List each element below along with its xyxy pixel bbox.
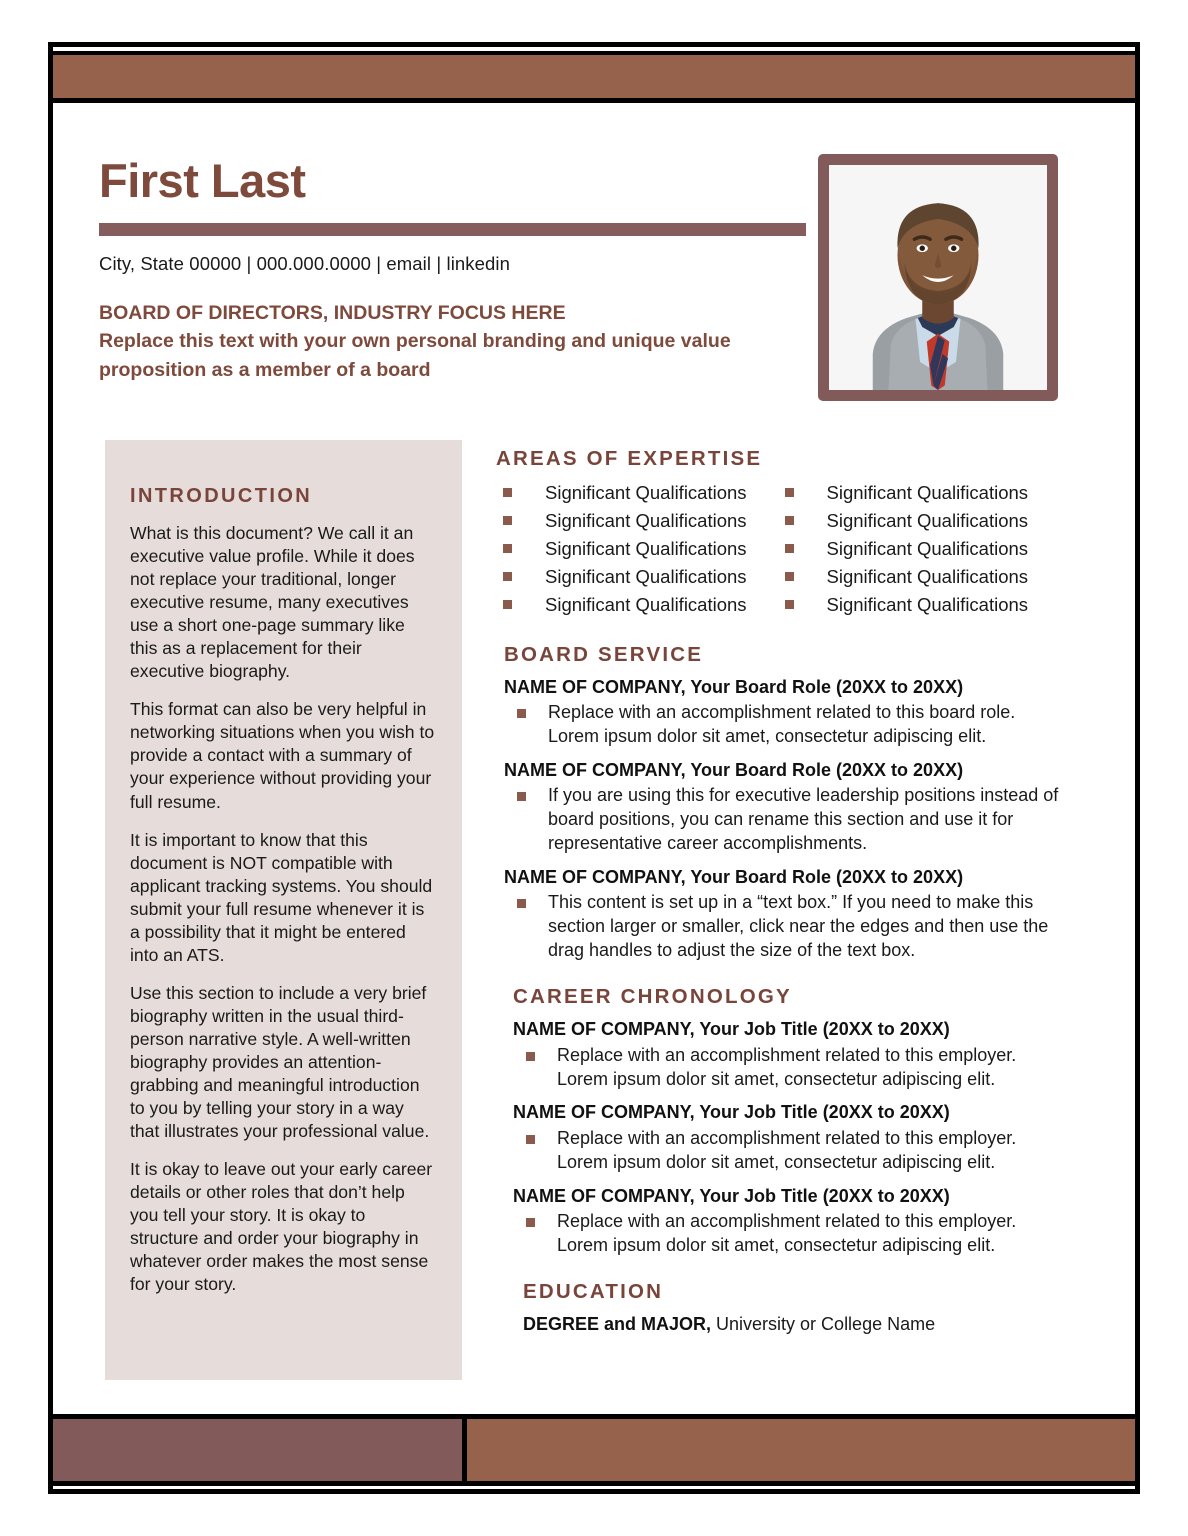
list-item bbox=[785, 565, 1067, 589]
areas-of-expertise-heading: AREAS OF EXPERTISE bbox=[496, 447, 763, 470]
square-bullet-icon bbox=[503, 488, 512, 497]
square-bullet-icon bbox=[785, 600, 794, 609]
expertise-label: Significant Qualifications bbox=[545, 482, 747, 503]
square-bullet-icon bbox=[785, 516, 794, 525]
personal-branding-block bbox=[99, 299, 799, 384]
list-item bbox=[503, 565, 785, 589]
list-item bbox=[517, 701, 1066, 749]
expertise-label: Significant Qualifications bbox=[545, 565, 747, 587]
entry-description: If you are using this for executive leadership positions instead of board positions, you can rename this section and use it for representative career accomplishments. bbox=[548, 785, 1059, 854]
entry-description: Replace with an accomplishment related to this board role. Lorem ipsum dolor sit amet, consectetur adipiscing elit. bbox=[548, 701, 1016, 746]
list-item bbox=[785, 593, 1067, 617]
contact-line: City, State 00000 | 000.000.0000 | email | linkedin bbox=[99, 253, 511, 274]
bottom-banner-left-segment bbox=[53, 1419, 467, 1481]
list-item bbox=[526, 1127, 1066, 1175]
expertise-label: Significant Qualifications bbox=[826, 565, 1029, 587]
entry-title: NAME OF COMPANY, Your Job Title (20XX to 20XX) bbox=[513, 1185, 950, 1206]
expertise-column-right bbox=[785, 481, 1067, 621]
career-chronology-heading: CAREER CHRONOLOGY bbox=[513, 985, 792, 1009]
square-bullet-icon bbox=[785, 544, 794, 553]
square-bullet-icon bbox=[785, 488, 794, 497]
bottom-banner-right-segment bbox=[467, 1419, 1135, 1481]
introduction-paragraph: It is important to know that this document is NOT compatible with applicant tracking systems. You should submit your full resume whenever it is a possibility that it might be entered into an ATS. bbox=[130, 829, 433, 965]
square-bullet-icon bbox=[503, 544, 512, 553]
expertise-column-left bbox=[503, 481, 785, 621]
bottom-banner bbox=[53, 1414, 1135, 1486]
introduction-paragraph: What is this document? We call it an executive value profile. While it does not replace your traditional, longer executive resume, many executives use a short one-page summary like this as a replacement for their executive biography. bbox=[130, 523, 415, 682]
introduction-heading: INTRODUCTION bbox=[130, 485, 313, 507]
education-heading: EDUCATION bbox=[523, 1280, 664, 1303]
expertise-label: Significant Qualifications bbox=[826, 509, 1029, 531]
square-bullet-icon bbox=[526, 1135, 535, 1144]
board-service-entry bbox=[504, 759, 1066, 856]
list-item bbox=[785, 509, 1067, 533]
entry-title: NAME OF COMPANY, Your Job Title (20XX to 20XX) bbox=[513, 1019, 950, 1040]
square-bullet-icon bbox=[517, 709, 526, 718]
expertise-label: Significant Qualifications bbox=[826, 593, 1029, 615]
square-bullet-icon bbox=[503, 572, 512, 581]
list-item bbox=[785, 481, 1067, 505]
square-bullet-icon bbox=[517, 792, 526, 801]
person-portrait-icon bbox=[829, 165, 1047, 390]
introduction-paragraph: Use this section to include a very brief biography written in the usual third-person narrative style. A well-written biography provides an attention-grabbing and meaningful introduction to you by telling your story in a way that illustrates your professional value. bbox=[130, 982, 430, 1142]
square-bullet-icon bbox=[503, 600, 512, 609]
expertise-label: Significant Qualifications bbox=[826, 482, 1029, 503]
introduction-paragraph: It is okay to leave out your early career details or other roles that don’t help you tell your story. It is okay to structure and order your biography in whatever order makes the most sense for your story. bbox=[130, 1159, 433, 1295]
list-item bbox=[517, 891, 1066, 963]
introduction-sidebar bbox=[105, 440, 462, 1380]
square-bullet-icon bbox=[526, 1052, 535, 1061]
list-item bbox=[526, 1044, 1066, 1092]
headshot-photo bbox=[829, 165, 1047, 390]
entry-title: NAME OF COMPANY, Your Board Role (20XX to 20XX) bbox=[504, 759, 964, 780]
branding-statement: Replace this text with your own personal branding and unique value proposition as a member of a board bbox=[99, 330, 731, 381]
square-bullet-icon bbox=[503, 516, 512, 525]
introduction-paragraph: This format can also be very helpful in networking situations when you wish to provide a contact with a summary of your experience without providing your full resume. bbox=[130, 699, 435, 812]
list-item bbox=[503, 537, 785, 561]
square-bullet-icon bbox=[526, 1218, 535, 1227]
square-bullet-icon bbox=[785, 572, 794, 581]
career-entry bbox=[513, 1101, 1066, 1174]
list-item bbox=[503, 481, 785, 505]
entry-title: NAME OF COMPANY, Your Job Title (20XX to 20XX) bbox=[513, 1102, 950, 1123]
list-item bbox=[526, 1210, 1066, 1258]
board-service-list bbox=[496, 676, 1066, 964]
list-item bbox=[785, 537, 1067, 561]
branding-title: BOARD OF DIRECTORS, INDUSTRY FOCUS HERE bbox=[99, 302, 566, 324]
education-entry bbox=[523, 1313, 1066, 1336]
top-banner bbox=[53, 51, 1135, 103]
entry-title: NAME OF COMPANY, Your Board Role (20XX to 20XX) bbox=[504, 676, 964, 697]
entry-title: NAME OF COMPANY, Your Board Role (20XX to 20XX) bbox=[504, 867, 964, 887]
expertise-label: Significant Qualifications bbox=[545, 509, 747, 531]
career-entry bbox=[513, 1018, 1066, 1091]
expertise-label: Significant Qualifications bbox=[545, 537, 747, 559]
board-service-entry bbox=[504, 676, 1066, 749]
page-title: First Last bbox=[99, 154, 306, 207]
entry-description: Replace with an accomplishment related to this employer. Lorem ipsum dolor sit amet, consectetur adipiscing elit. bbox=[557, 1211, 1017, 1256]
resume-page bbox=[48, 42, 1140, 1494]
career-entry bbox=[513, 1185, 1066, 1258]
entry-description: Replace with an accomplishment related to this employer. Lorem ipsum dolor sit amet, consectetur adipiscing elit. bbox=[557, 1044, 1017, 1089]
career-chronology-list bbox=[496, 1018, 1066, 1258]
list-item bbox=[503, 509, 785, 533]
entry-description: Replace with an accomplishment related to this employer. Lorem ipsum dolor sit amet, consectetur adipiscing elit. bbox=[557, 1127, 1017, 1172]
board-service-heading: BOARD SERVICE bbox=[504, 642, 704, 666]
areas-of-expertise-list bbox=[503, 481, 1066, 621]
headshot-frame bbox=[818, 154, 1058, 401]
list-item bbox=[517, 784, 1066, 856]
board-service-entry bbox=[504, 866, 1066, 963]
education-institution: University or College Name bbox=[711, 1314, 936, 1334]
expertise-label: Significant Qualifications bbox=[545, 593, 747, 615]
expertise-label: Significant Qualifications bbox=[826, 537, 1029, 559]
square-bullet-icon bbox=[517, 899, 526, 908]
education-degree: DEGREE and MAJOR, bbox=[523, 1314, 712, 1334]
entry-description: This content is set up in a “text box.” If you need to make this section larger or smaller, click near the edges and then use the drag handles to adjust the size of the text box. bbox=[548, 892, 1049, 961]
main-content bbox=[496, 447, 1066, 1336]
list-item bbox=[503, 593, 785, 617]
name-divider-rule bbox=[99, 223, 806, 236]
